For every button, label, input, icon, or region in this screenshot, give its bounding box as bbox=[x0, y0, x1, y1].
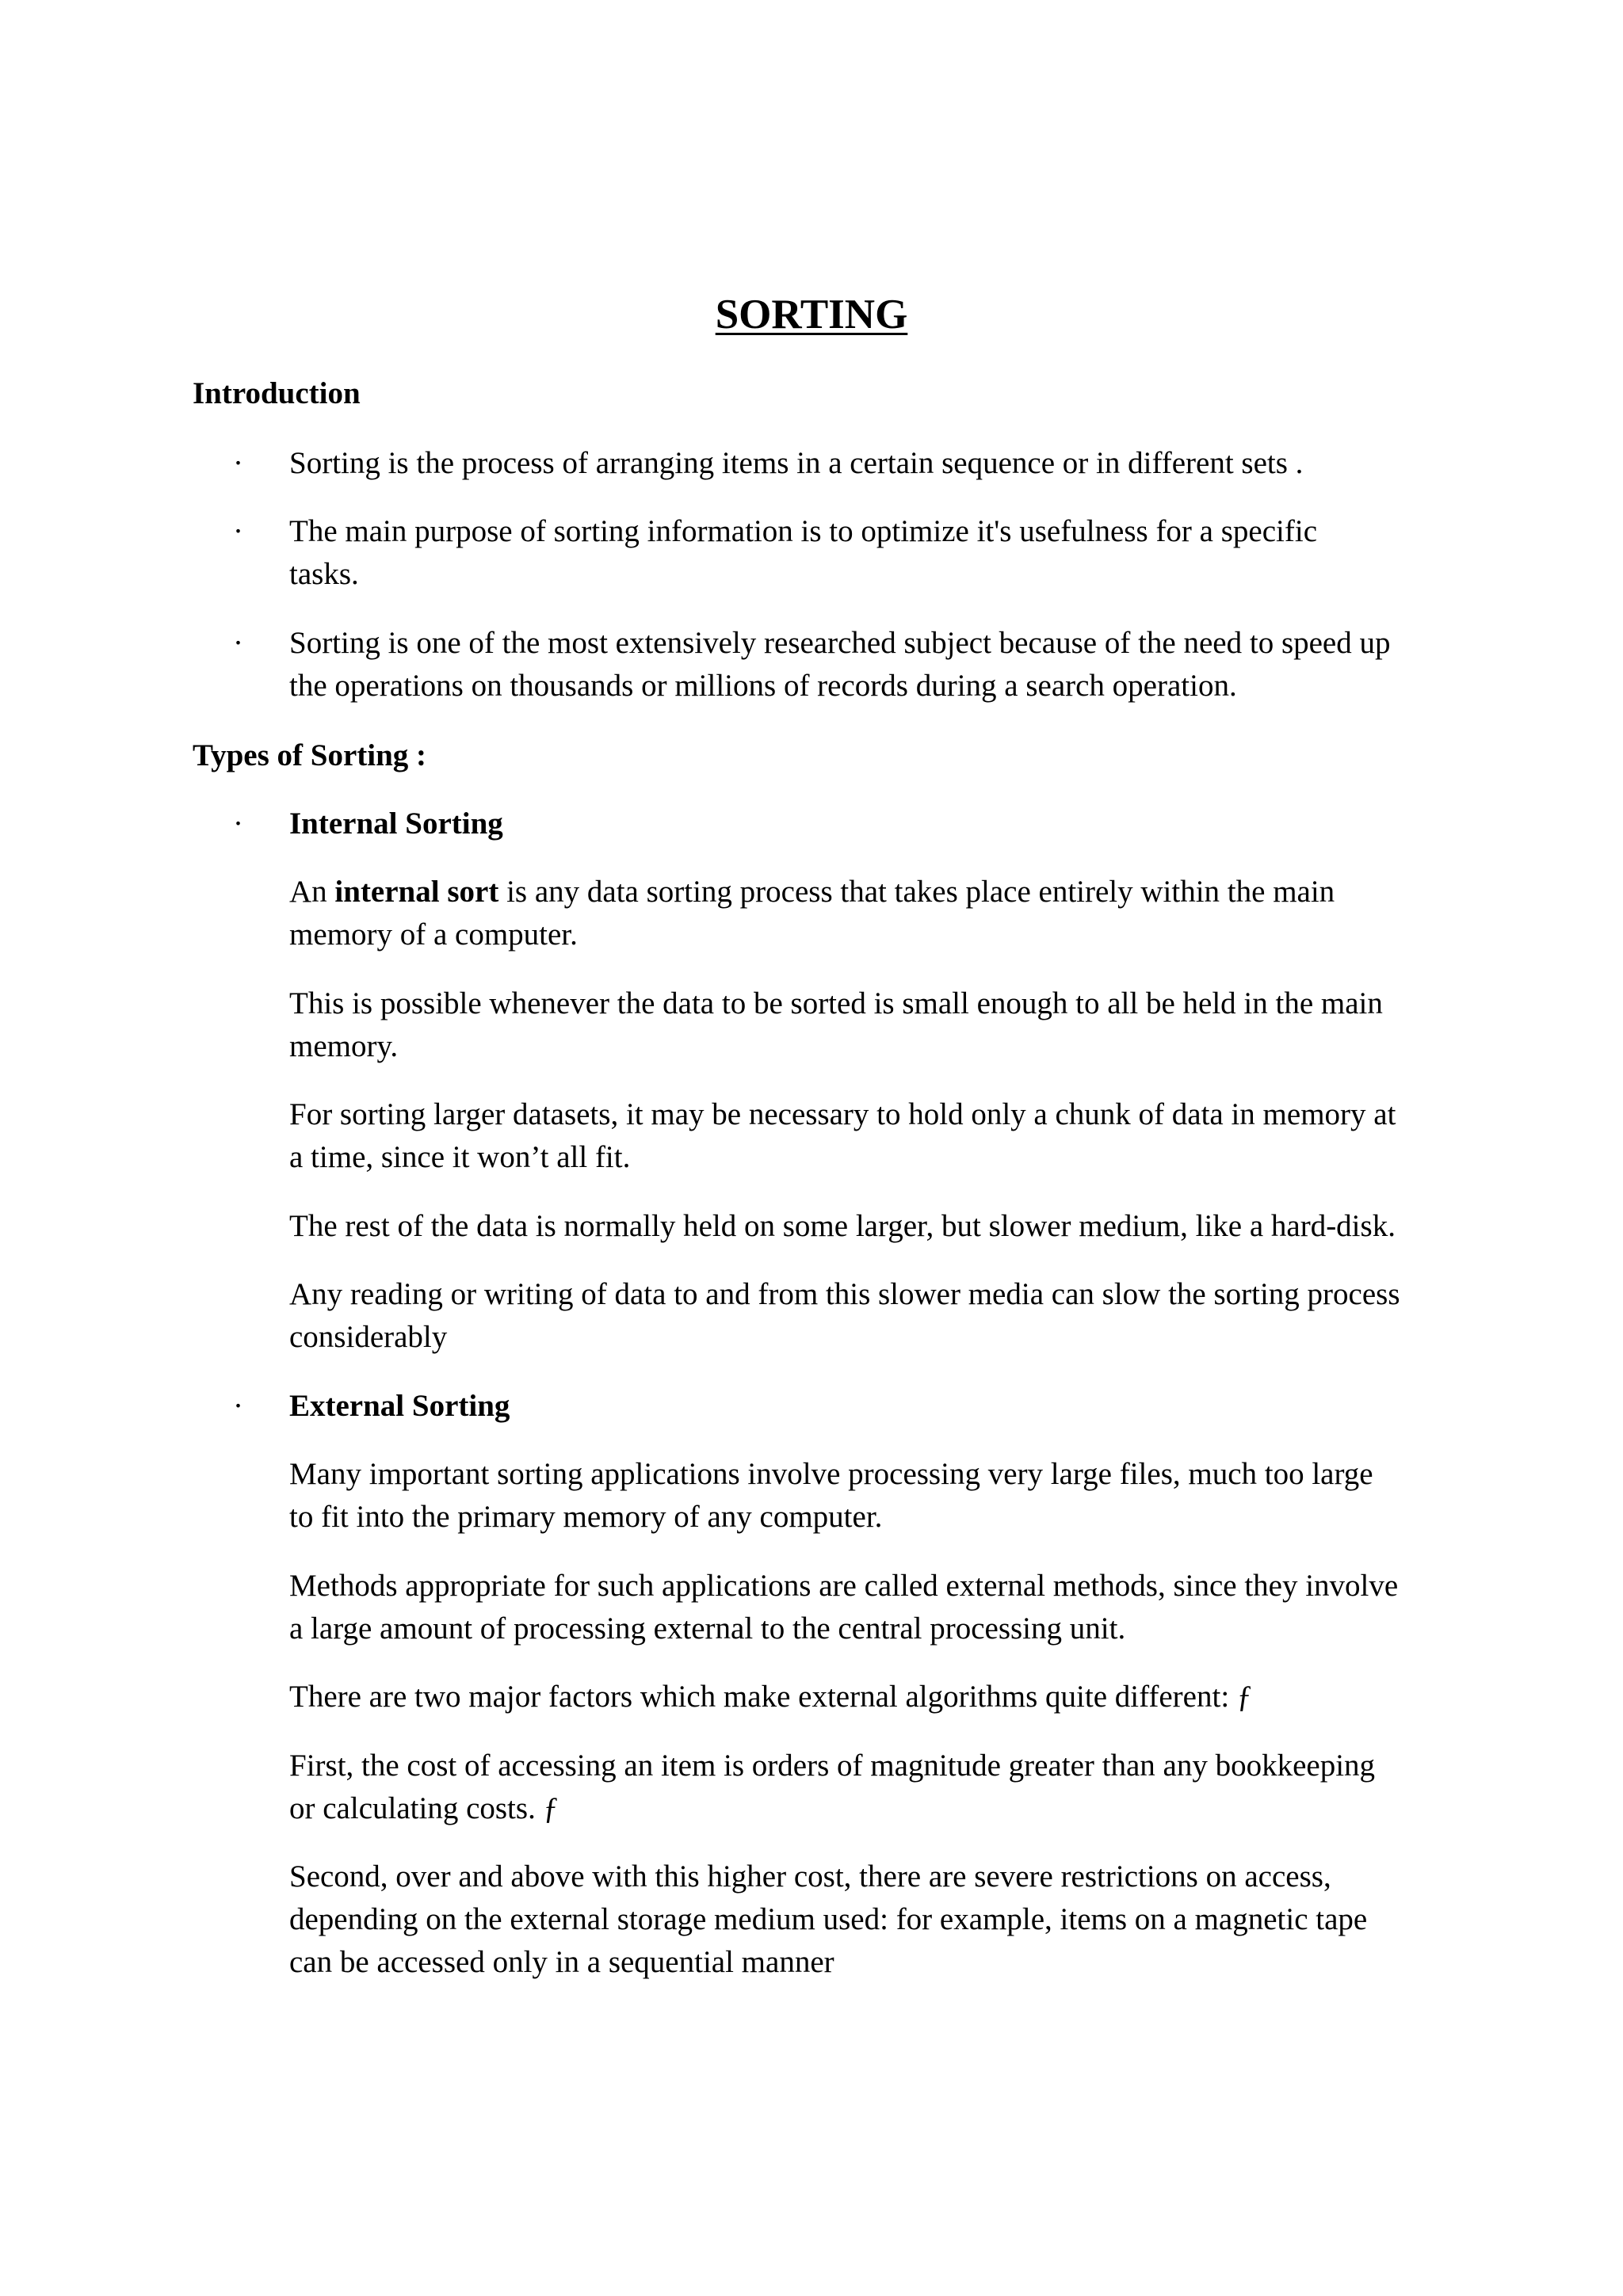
intro-bullet-3 bbox=[289, 622, 1454, 707]
external-para-2 bbox=[289, 1565, 1454, 1650]
text-line: Any reading or writing of data to and from this slower media can slow the sorting process bbox=[289, 1277, 1400, 1311]
text-line: The main purpose of sorting information is to optimize it's usefulness for a specific bbox=[289, 514, 1317, 548]
internal-para-1 bbox=[289, 871, 1454, 956]
external-para-3 bbox=[289, 1676, 1454, 1718]
external-sorting-heading: External Sorting bbox=[289, 1389, 510, 1423]
bold-term: internal sort bbox=[334, 875, 499, 909]
bullet-symbol: · bbox=[233, 514, 243, 548]
text-line: Methods appropriate for such applications are called external methods, since they involve bbox=[289, 1569, 1399, 1603]
text-line: the operations on thousands or millions of records during a search operation. bbox=[289, 669, 1237, 703]
text-line: a large amount of processing external to the central processing unit. bbox=[289, 1611, 1126, 1646]
text-line: Sorting is one of the most extensively researched subject because of the need to speed up bbox=[289, 626, 1391, 660]
bullet-symbol: · bbox=[233, 626, 243, 660]
text-line: First, the cost of accessing an item is orders of magnitude greater than any bookkeeping bbox=[289, 1749, 1376, 1783]
internal-para-5 bbox=[289, 1273, 1454, 1359]
document-title: SORTING bbox=[715, 292, 908, 338]
text-line: memory of a computer. bbox=[289, 917, 578, 952]
text-line: Sorting is the process of arranging items in a certain sequence or in different sets . bbox=[289, 446, 1304, 480]
bullet-symbol: · bbox=[233, 807, 243, 841]
text-line: considerably bbox=[289, 1320, 448, 1354]
internal-para-4 bbox=[289, 1205, 1454, 1248]
text-line bbox=[289, 871, 1454, 913]
external-para-5 bbox=[289, 1855, 1454, 1984]
text-segment: is any data sorting process that takes place entirely within the main bbox=[498, 875, 1335, 909]
text-line: or calculating costs. ƒ bbox=[289, 1791, 559, 1825]
external-para-1 bbox=[289, 1453, 1454, 1539]
text-line: The rest of the data is normally held on some larger, but slower medium, like a hard-disk. bbox=[289, 1209, 1396, 1243]
intro-bullet-2 bbox=[289, 510, 1454, 596]
text-line: tasks. bbox=[289, 557, 359, 591]
text-line: memory. bbox=[289, 1029, 399, 1063]
internal-sorting-heading: Internal Sorting bbox=[289, 807, 503, 841]
internal-para-3 bbox=[289, 1093, 1454, 1179]
text-line: This is possible whenever the data to be sorted is small enough to all be held in the main bbox=[289, 986, 1383, 1020]
text-line: Second, over and above with this higher cost, there are severe restrictions on access, bbox=[289, 1859, 1331, 1894]
text-line: There are two major factors which make external algorithms quite different: ƒ bbox=[289, 1680, 1253, 1714]
text-line: a time, since it won’t all fit. bbox=[289, 1140, 631, 1174]
text-line: depending on the external storage medium used: for example, items on a magnetic tape bbox=[289, 1902, 1368, 1936]
text-line: to fit into the primary memory of any computer. bbox=[289, 1500, 883, 1534]
text-line: Many important sorting applications involve processing very large files, much too large bbox=[289, 1457, 1373, 1491]
bullet-symbol: · bbox=[233, 1389, 243, 1423]
internal-para-2 bbox=[289, 982, 1454, 1068]
intro-bullet-1 bbox=[289, 442, 1454, 485]
external-para-4 bbox=[289, 1745, 1454, 1830]
text-line: For sorting larger datasets, it may be necessary to hold only a chunk of data in memory at bbox=[289, 1097, 1396, 1131]
text-line: can be accessed only in a sequential manner bbox=[289, 1945, 834, 1979]
types-heading: Types of Sorting : bbox=[193, 738, 427, 772]
text-segment: An bbox=[289, 875, 335, 909]
bullet-symbol: · bbox=[233, 446, 243, 480]
introduction-heading: Introduction bbox=[193, 376, 361, 410]
